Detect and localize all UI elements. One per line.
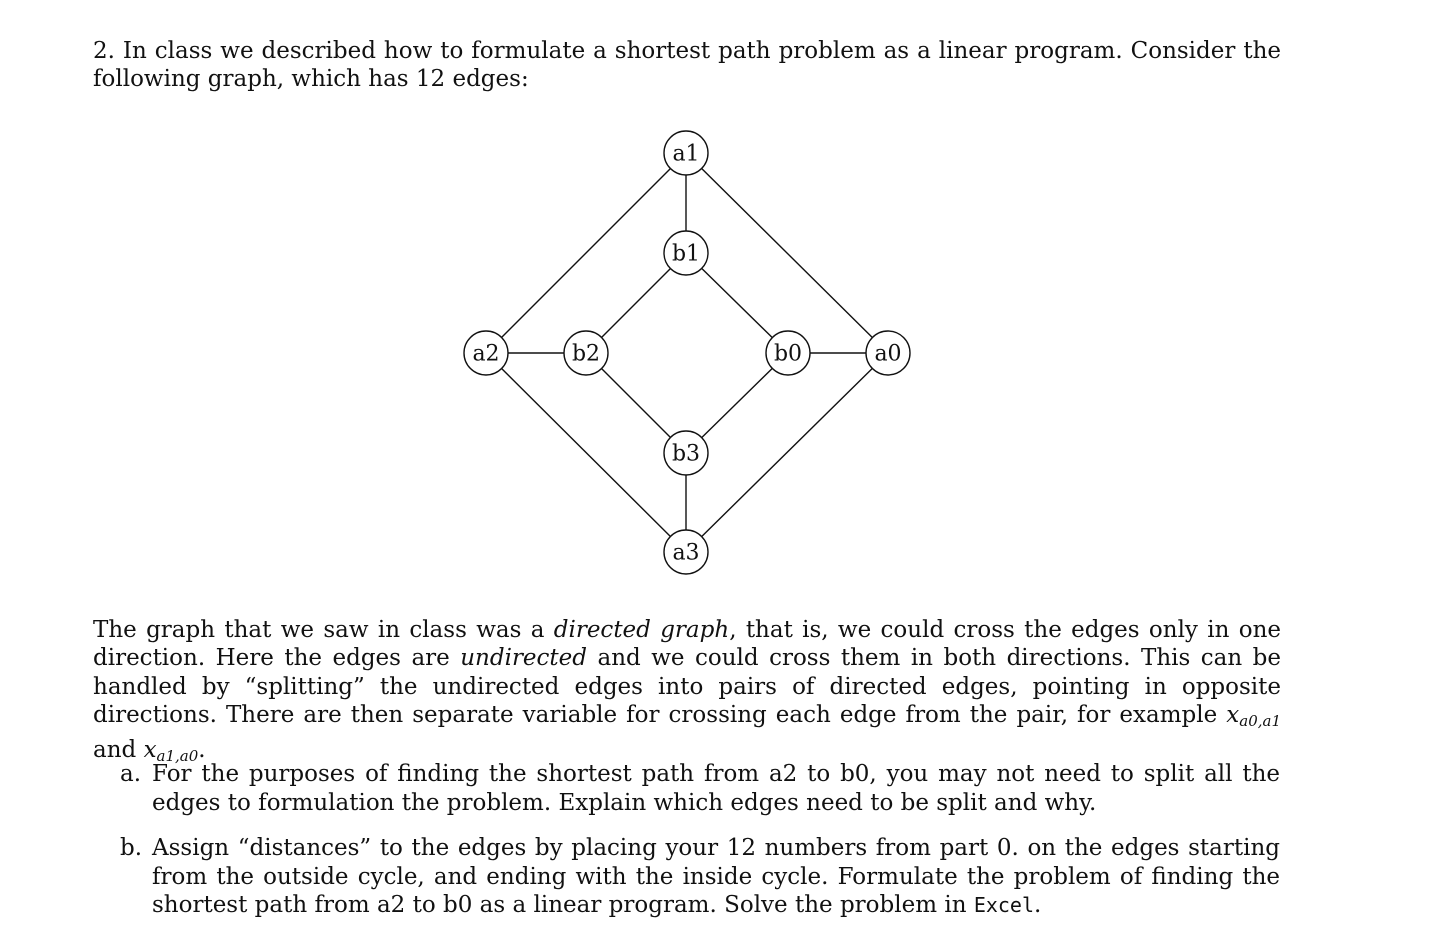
graph-edges [486, 153, 888, 552]
part-b-text: Assign “distances” to the edges by placing your 12 numbers from part 0. on the edges starting from the outside cycle, and ending with the inside cycle. Formulate the problem of finding the shortest path from a2 to b0 as a linear program. Solve the problem in [152, 835, 1280, 918]
node-a1 [664, 131, 708, 175]
graph-diagram [440, 120, 940, 590]
node-b1 [664, 231, 708, 275]
node-a0 [866, 331, 910, 375]
variable-x-a0-a1: $x_{a0,a1}$ [1226, 702, 1281, 731]
edge-a1-a2 [486, 153, 686, 353]
part-b-end: . [1034, 892, 1042, 918]
node-b2 [564, 331, 608, 375]
node-b3 [664, 431, 708, 475]
part-a-text: For the purposes of finding the shortest path from a2 to b0, you may not need to split all the edges to formulation the problem. Explain which edges need to be split and why. [152, 761, 1280, 816]
node-label: b3 [671, 441, 701, 467]
node-label: b0 [773, 341, 803, 367]
question-intro: 2. In class we described how to formulate a shortest path problem as a linear program. Consider the following graph, which has 12 edges: [93, 38, 1281, 93]
node-label: b1 [671, 241, 701, 267]
excel-code: Excel [973, 893, 1035, 917]
edge-a1-a0 [686, 153, 888, 353]
node-label: a2 [472, 341, 500, 367]
discussion-end: . [198, 736, 206, 763]
discussion-text-3: and we could cross them in both directions. This can be handled by “splitting” the undirected edges into pairs of directed edges, pointing in opposite directions. There are then separate variable for crossing each edge from the pair, for example [93, 645, 1281, 729]
node-label: a3 [672, 540, 700, 566]
discussion-text-2: , that is, we could cross the edges only in one direction. Here the edges are [93, 617, 1281, 672]
discussion-text-1: The graph that we saw in class was a [93, 617, 554, 643]
part-a-marker: a. [120, 761, 142, 787]
part-a [120, 760, 1280, 817]
undirected-term: undirected [460, 645, 588, 672]
edge-a3-a0 [686, 353, 888, 552]
node-label: b2 [571, 341, 601, 367]
node-b0 [766, 331, 810, 375]
node-a3 [664, 530, 708, 574]
node-a2 [464, 331, 508, 375]
discussion-paragraph [93, 616, 1281, 770]
part-b [120, 834, 1280, 920]
discussion-and: and [93, 736, 144, 763]
directed-graph-term: directed graph [553, 617, 730, 643]
node-label: a1 [672, 141, 700, 167]
variable-x-a1-a0: $x_{a1,a0}$ [143, 736, 199, 765]
node-label: a0 [874, 341, 902, 367]
part-b-marker: b. [120, 835, 143, 861]
edge-a3-a2 [486, 353, 686, 552]
